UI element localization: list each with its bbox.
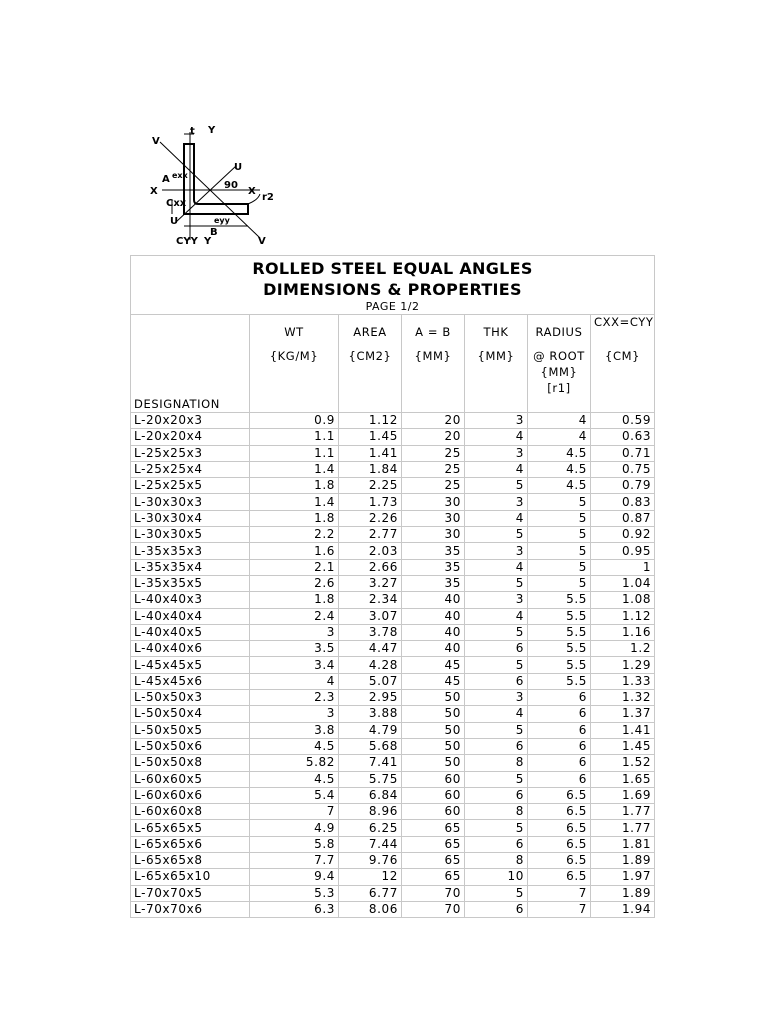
cell-designation: L-25x25x3 — [131, 445, 250, 461]
cell-cxx: 1.77 — [591, 804, 655, 820]
cell-thk: 4 — [465, 461, 528, 477]
cell-designation: L-65x65x8 — [131, 853, 250, 869]
table-row — [131, 429, 655, 445]
cell-cxx: 1.69 — [591, 787, 655, 803]
cell-wt: 2.4 — [250, 608, 339, 624]
cell-designation: L-60x60x8 — [131, 804, 250, 820]
cell-thk: 8 — [465, 804, 528, 820]
cell-cxx: 1.94 — [591, 901, 655, 917]
table-row — [131, 575, 655, 591]
cell-radius: 5.5 — [528, 608, 591, 624]
table-row — [131, 413, 655, 429]
cell-thk: 6 — [465, 738, 528, 754]
cell-radius: 6 — [528, 771, 591, 787]
cell-area: 2.03 — [339, 543, 402, 559]
cell-radius: 5.5 — [528, 624, 591, 640]
cell-area: 5.68 — [339, 738, 402, 754]
cell-thk: 3 — [465, 592, 528, 608]
cell-thk: 6 — [465, 641, 528, 657]
cell-wt: 5.82 — [250, 755, 339, 771]
cell-cxx: 1.37 — [591, 706, 655, 722]
cell-wt: 1.6 — [250, 543, 339, 559]
cell-wt: 5.4 — [250, 787, 339, 803]
cell-wt: 5.3 — [250, 885, 339, 901]
cell-ab: 20 — [402, 413, 465, 429]
cell-area: 1.73 — [339, 494, 402, 510]
cell-thk: 5 — [465, 885, 528, 901]
cell-area: 3.88 — [339, 706, 402, 722]
cell-radius: 5 — [528, 559, 591, 575]
cell-ab: 35 — [402, 575, 465, 591]
cell-cxx: 0.87 — [591, 510, 655, 526]
cell-designation: L-40x40x5 — [131, 624, 250, 640]
header-thk-unit: {MM} — [477, 349, 515, 363]
cell-cxx: 1.97 — [591, 869, 655, 885]
cell-area: 2.95 — [339, 690, 402, 706]
label-exx: exx — [172, 171, 188, 180]
cell-wt: 2.1 — [250, 559, 339, 575]
cell-cxx: 0.71 — [591, 445, 655, 461]
label-eyy: eyy — [214, 216, 230, 225]
cell-wt: 1.8 — [250, 592, 339, 608]
cell-thk: 5 — [465, 478, 528, 494]
cell-thk: 8 — [465, 755, 528, 771]
cell-area: 2.34 — [339, 592, 402, 608]
cell-cxx: 1 — [591, 559, 655, 575]
cell-wt: 4.5 — [250, 771, 339, 787]
cell-ab: 50 — [402, 722, 465, 738]
cell-area: 2.77 — [339, 527, 402, 543]
cell-radius: 6.5 — [528, 787, 591, 803]
cell-area: 8.06 — [339, 901, 402, 917]
header-ab-label: A = B — [415, 325, 451, 339]
cell-wt: 7 — [250, 804, 339, 820]
cell-thk: 10 — [465, 869, 528, 885]
cell-area: 12 — [339, 869, 402, 885]
cell-designation: L-60x60x5 — [131, 771, 250, 787]
cell-radius: 5.5 — [528, 641, 591, 657]
cell-radius: 6 — [528, 690, 591, 706]
cell-area: 5.07 — [339, 673, 402, 689]
cell-radius: 6.5 — [528, 869, 591, 885]
table-row — [131, 755, 655, 771]
label-ninety: 90 — [224, 180, 238, 191]
table-row — [131, 543, 655, 559]
cell-area: 3.07 — [339, 608, 402, 624]
cell-wt: 3 — [250, 624, 339, 640]
cell-area: 1.84 — [339, 461, 402, 477]
header-ab-unit: {MM} — [414, 349, 452, 363]
cell-thk: 5 — [465, 820, 528, 836]
cell-ab: 60 — [402, 787, 465, 803]
cell-designation: L-20x20x3 — [131, 413, 250, 429]
table-row — [131, 804, 655, 820]
cell-radius: 6 — [528, 722, 591, 738]
cell-ab: 40 — [402, 641, 465, 657]
cell-designation: L-40x40x6 — [131, 641, 250, 657]
table-row — [131, 494, 655, 510]
cell-designation: L-65x65x6 — [131, 836, 250, 852]
table-row — [131, 738, 655, 754]
cell-area: 2.26 — [339, 510, 402, 526]
table-row — [131, 657, 655, 673]
cell-cxx: 1.41 — [591, 722, 655, 738]
cell-cxx: 0.95 — [591, 543, 655, 559]
cell-radius: 5 — [528, 575, 591, 591]
cell-ab: 45 — [402, 657, 465, 673]
cell-designation: L-35x35x5 — [131, 575, 250, 591]
label-b: B — [210, 227, 218, 238]
cell-cxx: 0.79 — [591, 478, 655, 494]
table-row — [131, 510, 655, 526]
cell-radius: 6.5 — [528, 836, 591, 852]
table-row — [131, 673, 655, 689]
table-row — [131, 608, 655, 624]
cell-radius: 5.5 — [528, 657, 591, 673]
cell-radius: 6 — [528, 738, 591, 754]
table-row — [131, 771, 655, 787]
cell-wt: 1.4 — [250, 461, 339, 477]
table-row — [131, 706, 655, 722]
cell-radius: 4.5 — [528, 445, 591, 461]
label-v-top: V — [152, 136, 160, 147]
cell-radius: 6.5 — [528, 820, 591, 836]
cell-thk: 3 — [465, 690, 528, 706]
cell-wt: 1.8 — [250, 510, 339, 526]
cell-ab: 25 — [402, 445, 465, 461]
cell-cxx: 1.12 — [591, 608, 655, 624]
cell-wt: 9.4 — [250, 869, 339, 885]
table-row — [131, 624, 655, 640]
cell-ab: 60 — [402, 771, 465, 787]
cell-thk: 5 — [465, 722, 528, 738]
cell-designation: L-50x50x6 — [131, 738, 250, 754]
table-row — [131, 901, 655, 917]
cell-designation: L-40x40x3 — [131, 592, 250, 608]
cell-radius: 5.5 — [528, 673, 591, 689]
cell-radius: 5 — [528, 527, 591, 543]
cell-area: 1.12 — [339, 413, 402, 429]
cell-wt: 7.7 — [250, 853, 339, 869]
cell-ab: 50 — [402, 690, 465, 706]
cell-ab: 50 — [402, 755, 465, 771]
cell-cxx: 0.92 — [591, 527, 655, 543]
cell-cxx: 1.04 — [591, 575, 655, 591]
table-row — [131, 527, 655, 543]
cell-cxx: 1.89 — [591, 885, 655, 901]
cell-wt: 1.8 — [250, 478, 339, 494]
table-row — [131, 885, 655, 901]
cell-designation: L-60x60x6 — [131, 787, 250, 803]
label-v-bottom: V — [258, 236, 266, 247]
table-row — [131, 559, 655, 575]
header-cxx-unit: {CM} — [605, 349, 641, 363]
cell-thk: 4 — [465, 706, 528, 722]
cell-cxx: 1.33 — [591, 673, 655, 689]
cell-cxx: 1.16 — [591, 624, 655, 640]
cell-cxx: 1.65 — [591, 771, 655, 787]
cell-ab: 30 — [402, 510, 465, 526]
cell-cxx: 1.29 — [591, 657, 655, 673]
header-wt — [250, 315, 339, 413]
cell-ab: 65 — [402, 820, 465, 836]
cell-thk: 4 — [465, 559, 528, 575]
cell-radius: 7 — [528, 901, 591, 917]
cell-area: 2.25 — [339, 478, 402, 494]
cell-ab: 30 — [402, 494, 465, 510]
cell-ab: 70 — [402, 885, 465, 901]
cell-designation: L-50x50x4 — [131, 706, 250, 722]
label-cyy: CYY — [176, 236, 198, 247]
label-x-right: X — [248, 186, 256, 197]
cell-ab: 60 — [402, 804, 465, 820]
table-body — [131, 413, 655, 918]
header-designation: DESIGNATION — [131, 315, 250, 413]
cell-area: 2.66 — [339, 559, 402, 575]
label-x-left: X — [150, 186, 158, 197]
cell-cxx: 0.75 — [591, 461, 655, 477]
cell-wt: 3.5 — [250, 641, 339, 657]
label-u-right: U — [234, 162, 243, 173]
cell-ab: 30 — [402, 527, 465, 543]
cell-radius: 6.5 — [528, 853, 591, 869]
cell-thk: 8 — [465, 853, 528, 869]
header-cxx-label: CXX=CYY — [594, 315, 654, 329]
cell-thk: 3 — [465, 445, 528, 461]
cell-cxx: 1.81 — [591, 836, 655, 852]
cell-radius: 5.5 — [528, 592, 591, 608]
cell-thk: 5 — [465, 527, 528, 543]
cell-designation: L-65x65x10 — [131, 869, 250, 885]
header-cxx — [591, 315, 655, 413]
cell-designation: L-30x30x5 — [131, 527, 250, 543]
table-row — [131, 820, 655, 836]
cell-designation: L-45x45x5 — [131, 657, 250, 673]
cell-wt: 5.8 — [250, 836, 339, 852]
cell-wt: 1.4 — [250, 494, 339, 510]
label-cxx: Cxx — [166, 198, 187, 209]
cell-designation: L-25x25x4 — [131, 461, 250, 477]
cell-area: 6.77 — [339, 885, 402, 901]
cell-ab: 40 — [402, 608, 465, 624]
cell-thk: 5 — [465, 657, 528, 673]
cell-thk: 6 — [465, 673, 528, 689]
cell-cxx: 1.89 — [591, 853, 655, 869]
cell-designation: L-70x70x6 — [131, 901, 250, 917]
cell-designation: L-45x45x6 — [131, 673, 250, 689]
cell-cxx: 1.52 — [591, 755, 655, 771]
cell-wt: 2.3 — [250, 690, 339, 706]
header-radius-unit: @ ROOT {MM} [r1] — [533, 349, 585, 395]
column-header-row — [131, 315, 655, 413]
label-u-left: U — [170, 216, 179, 227]
cell-wt: 2.2 — [250, 527, 339, 543]
header-radius-label: RADIUS — [535, 325, 583, 339]
cell-designation: L-40x40x4 — [131, 608, 250, 624]
cell-ab: 50 — [402, 706, 465, 722]
header-thk-label: THK — [483, 325, 509, 339]
cell-thk: 4 — [465, 510, 528, 526]
angle-profile — [184, 144, 248, 214]
cell-cxx: 0.83 — [591, 494, 655, 510]
cell-wt: 3.8 — [250, 722, 339, 738]
cell-ab: 45 — [402, 673, 465, 689]
cell-area: 1.41 — [339, 445, 402, 461]
cell-radius: 4 — [528, 429, 591, 445]
header-ab — [402, 315, 465, 413]
cell-designation: L-50x50x5 — [131, 722, 250, 738]
cell-thk: 6 — [465, 787, 528, 803]
cell-thk: 5 — [465, 624, 528, 640]
cell-area: 4.47 — [339, 641, 402, 657]
cell-cxx: 1.32 — [591, 690, 655, 706]
cell-wt: 1.1 — [250, 445, 339, 461]
cell-ab: 50 — [402, 738, 465, 754]
title-line-1: ROLLED STEEL EQUAL ANGLES — [252, 258, 533, 278]
cell-designation: L-35x35x3 — [131, 543, 250, 559]
cell-wt: 4.5 — [250, 738, 339, 754]
header-area-label: AREA — [353, 325, 387, 339]
cell-cxx: 1.2 — [591, 641, 655, 657]
cell-area: 7.41 — [339, 755, 402, 771]
header-area — [339, 315, 402, 413]
cell-area: 8.96 — [339, 804, 402, 820]
table-row — [131, 461, 655, 477]
cell-designation: L-50x50x3 — [131, 690, 250, 706]
cell-cxx: 0.63 — [591, 429, 655, 445]
cell-radius: 4.5 — [528, 478, 591, 494]
cell-thk: 4 — [465, 429, 528, 445]
cell-thk: 6 — [465, 901, 528, 917]
cell-area: 4.79 — [339, 722, 402, 738]
cell-area: 6.84 — [339, 787, 402, 803]
cell-ab: 65 — [402, 853, 465, 869]
cell-radius: 4 — [528, 413, 591, 429]
table-row — [131, 787, 655, 803]
cell-radius: 6 — [528, 755, 591, 771]
cell-ab: 70 — [402, 901, 465, 917]
cell-thk: 3 — [465, 413, 528, 429]
cell-ab: 25 — [402, 478, 465, 494]
label-y-bottom: Y — [204, 236, 212, 247]
cell-area: 1.45 — [339, 429, 402, 445]
cell-thk: 6 — [465, 836, 528, 852]
cell-thk: 5 — [465, 575, 528, 591]
cell-ab: 20 — [402, 429, 465, 445]
cell-wt: 4 — [250, 673, 339, 689]
cell-thk: 4 — [465, 608, 528, 624]
cell-area: 6.25 — [339, 820, 402, 836]
table-row — [131, 690, 655, 706]
cell-area: 3.27 — [339, 575, 402, 591]
cell-wt: 4.9 — [250, 820, 339, 836]
table-row — [131, 722, 655, 738]
cell-ab: 35 — [402, 559, 465, 575]
angle-section-diagram — [148, 122, 278, 250]
table-row — [131, 836, 655, 852]
page-label: PAGE 1/2 — [365, 299, 420, 313]
cell-wt: 1.1 — [250, 429, 339, 445]
cell-radius: 6.5 — [528, 804, 591, 820]
cell-wt: 3 — [250, 706, 339, 722]
label-t: t — [190, 126, 195, 137]
table-row — [131, 592, 655, 608]
cell-designation: L-30x30x3 — [131, 494, 250, 510]
cell-wt: 3.4 — [250, 657, 339, 673]
cell-wt: 6.3 — [250, 901, 339, 917]
cell-area: 3.78 — [339, 624, 402, 640]
cell-radius: 5 — [528, 510, 591, 526]
cell-radius: 5 — [528, 543, 591, 559]
cell-area: 4.28 — [339, 657, 402, 673]
label-a: A — [162, 174, 170, 185]
cell-radius: 7 — [528, 885, 591, 901]
cell-thk: 3 — [465, 543, 528, 559]
cell-area: 5.75 — [339, 771, 402, 787]
header-thk — [465, 315, 528, 413]
cell-area: 7.44 — [339, 836, 402, 852]
table-row — [131, 445, 655, 461]
cell-cxx: 1.77 — [591, 820, 655, 836]
cell-ab: 25 — [402, 461, 465, 477]
cell-designation: L-35x35x4 — [131, 559, 250, 575]
cell-ab: 65 — [402, 869, 465, 885]
label-r2: r2 — [262, 192, 274, 203]
header-area-unit: {CM2} — [348, 349, 392, 363]
table-title — [131, 256, 655, 315]
cell-designation: L-50x50x8 — [131, 755, 250, 771]
cell-radius: 6 — [528, 706, 591, 722]
table-row — [131, 478, 655, 494]
cell-wt: 2.6 — [250, 575, 339, 591]
cell-designation: L-20x20x4 — [131, 429, 250, 445]
cell-ab: 40 — [402, 624, 465, 640]
cell-wt: 0.9 — [250, 413, 339, 429]
cell-thk: 5 — [465, 771, 528, 787]
table-row — [131, 869, 655, 885]
cell-area: 9.76 — [339, 853, 402, 869]
header-wt-unit: {KG/M} — [269, 349, 319, 363]
title-line-2: DIMENSIONS & PROPERTIES — [263, 279, 522, 299]
cell-radius: 5 — [528, 494, 591, 510]
cell-designation: L-30x30x4 — [131, 510, 250, 526]
cell-cxx: 1.45 — [591, 738, 655, 754]
cell-thk: 3 — [465, 494, 528, 510]
header-radius — [528, 315, 591, 413]
cell-ab: 35 — [402, 543, 465, 559]
cell-designation: L-65x65x5 — [131, 820, 250, 836]
cell-radius: 4.5 — [528, 461, 591, 477]
steel-angles-table — [130, 255, 655, 918]
table-row — [131, 853, 655, 869]
cell-cxx: 1.08 — [591, 592, 655, 608]
cell-cxx: 0.59 — [591, 413, 655, 429]
cell-designation: L-70x70x5 — [131, 885, 250, 901]
cell-ab: 65 — [402, 836, 465, 852]
header-wt-label: WT — [284, 325, 304, 339]
table-row — [131, 641, 655, 657]
label-y-top: Y — [208, 125, 216, 136]
cell-ab: 40 — [402, 592, 465, 608]
cell-designation: L-25x25x5 — [131, 478, 250, 494]
